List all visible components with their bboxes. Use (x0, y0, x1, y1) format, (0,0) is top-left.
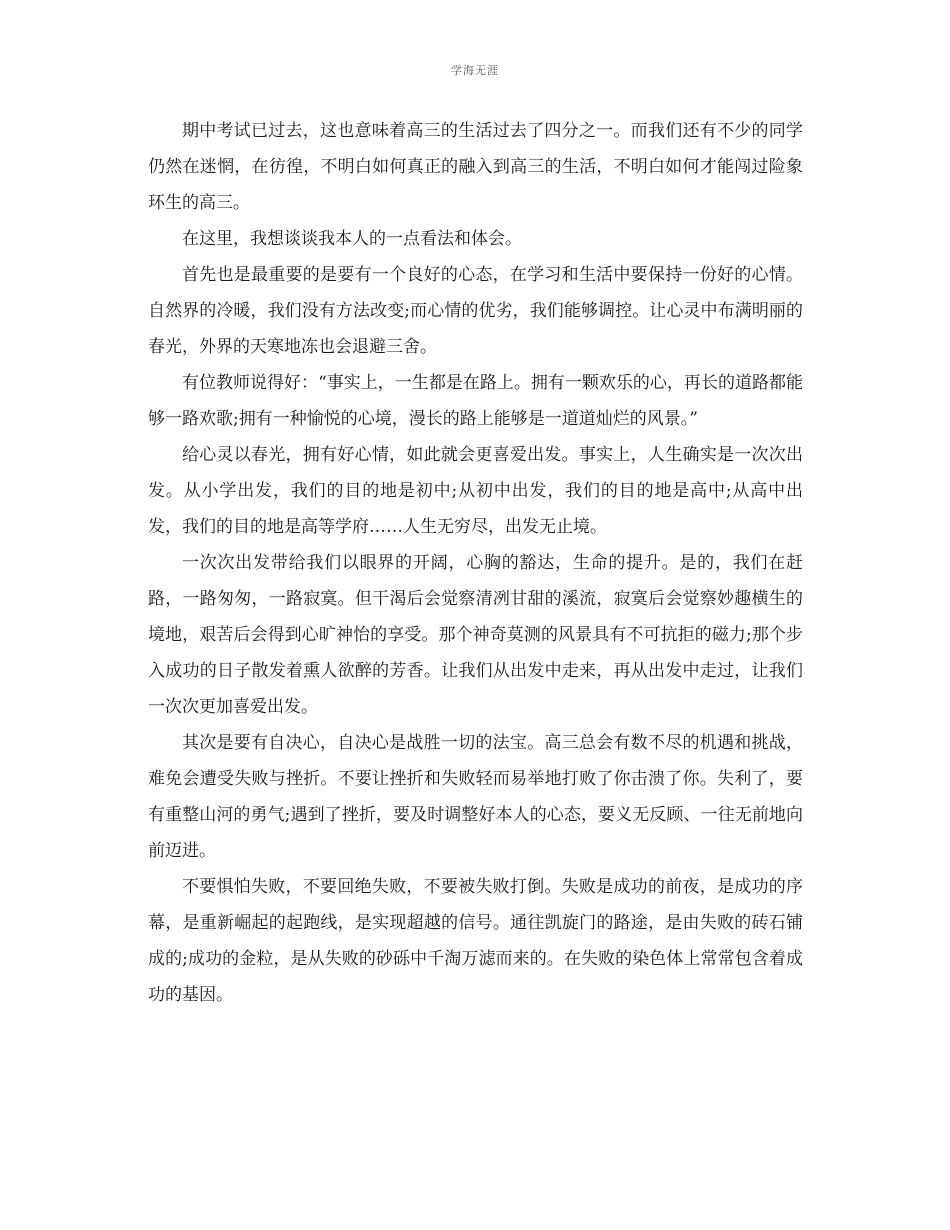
paragraph: 给心灵以春光，拥有好心情，如此就会更喜爱出发。事实上，人生确实是一次次出发。从小学出发，我们的目的地是初中;从初中出发，我们的目的地是高中;从高中出发，我们的目的地是高等学府……人生无穷尽，出发无止境。 (148, 445, 803, 537)
page-header: 学海无涯 (451, 64, 499, 77)
paragraph: 在这里，我想谈谈我本人的一点看法和体会。 (182, 229, 522, 249)
paragraph: 有位教师说得好：“事实上，一生都是在路上。拥有一颗欢乐的心，再长的道路都能够一路欢歌;拥有一种愉悦的心境，漫长的路上能够是一道道灿烂的风景。” (148, 373, 803, 429)
article-body (148, 113, 803, 1013)
paragraph: 不要惧怕失败，不要回绝失败，不要被失败打倒。失败是成功的前夜，是成功的序幕，是重新崛起的起跑线，是实现超越的信号。通往凯旋门的路途，是由失败的砖石铺成的;成功的金粒，是从失败的砂砾中千淘万滤而来的。在失败的染色体上常常包含着成功的基因。 (148, 877, 803, 1005)
paragraph: 一次次出发带给我们以眼界的开阔，心胸的豁达，生命的提升。是的，我们在赶路，一路匆匆，一路寂寞。但干渴后会觉察清冽甘甜的溪流，寂寞后会觉察妙趣横生的境地，艰苦后会得到心旷神怡的享受。那个神奇莫测的风景具有不可抗拒的磁力;那个步入成功的日子散发着熏人欲醉的芳香。让我们从出发中走来，再从出发中走过，让我们一次次更加喜爱出发。 (148, 553, 803, 717)
paragraph: 期中考试已过去，这也意味着高三的生活过去了四分之一。而我们还有不少的同学仍然在迷惘，在彷徨，不明白如何真正的融入到高三的生活，不明白如何才能闯过险象环生的高三。 (148, 121, 803, 213)
paragraph: 首先也是最重要的是要有一个良好的心态，在学习和生活中要保持一份好的心情。自然界的冷暖，我们没有方法改变;而心情的优劣，我们能够调控。让心灵中布满明丽的春光，外界的天寒地冻也会退避三舍。 (148, 265, 803, 357)
paragraph: 其次是要有自决心，自决心是战胜一切的法宝。高三总会有数不尽的机遇和挑战，难免会遭受失败与挫折。不要让挫折和失败轻而易举地打败了你击溃了你。失利了，要有重整山河的勇气;遇到了挫折，要及时调整好本人的心态，要义无反顾、一往无前地向前迈进。 (148, 733, 803, 861)
